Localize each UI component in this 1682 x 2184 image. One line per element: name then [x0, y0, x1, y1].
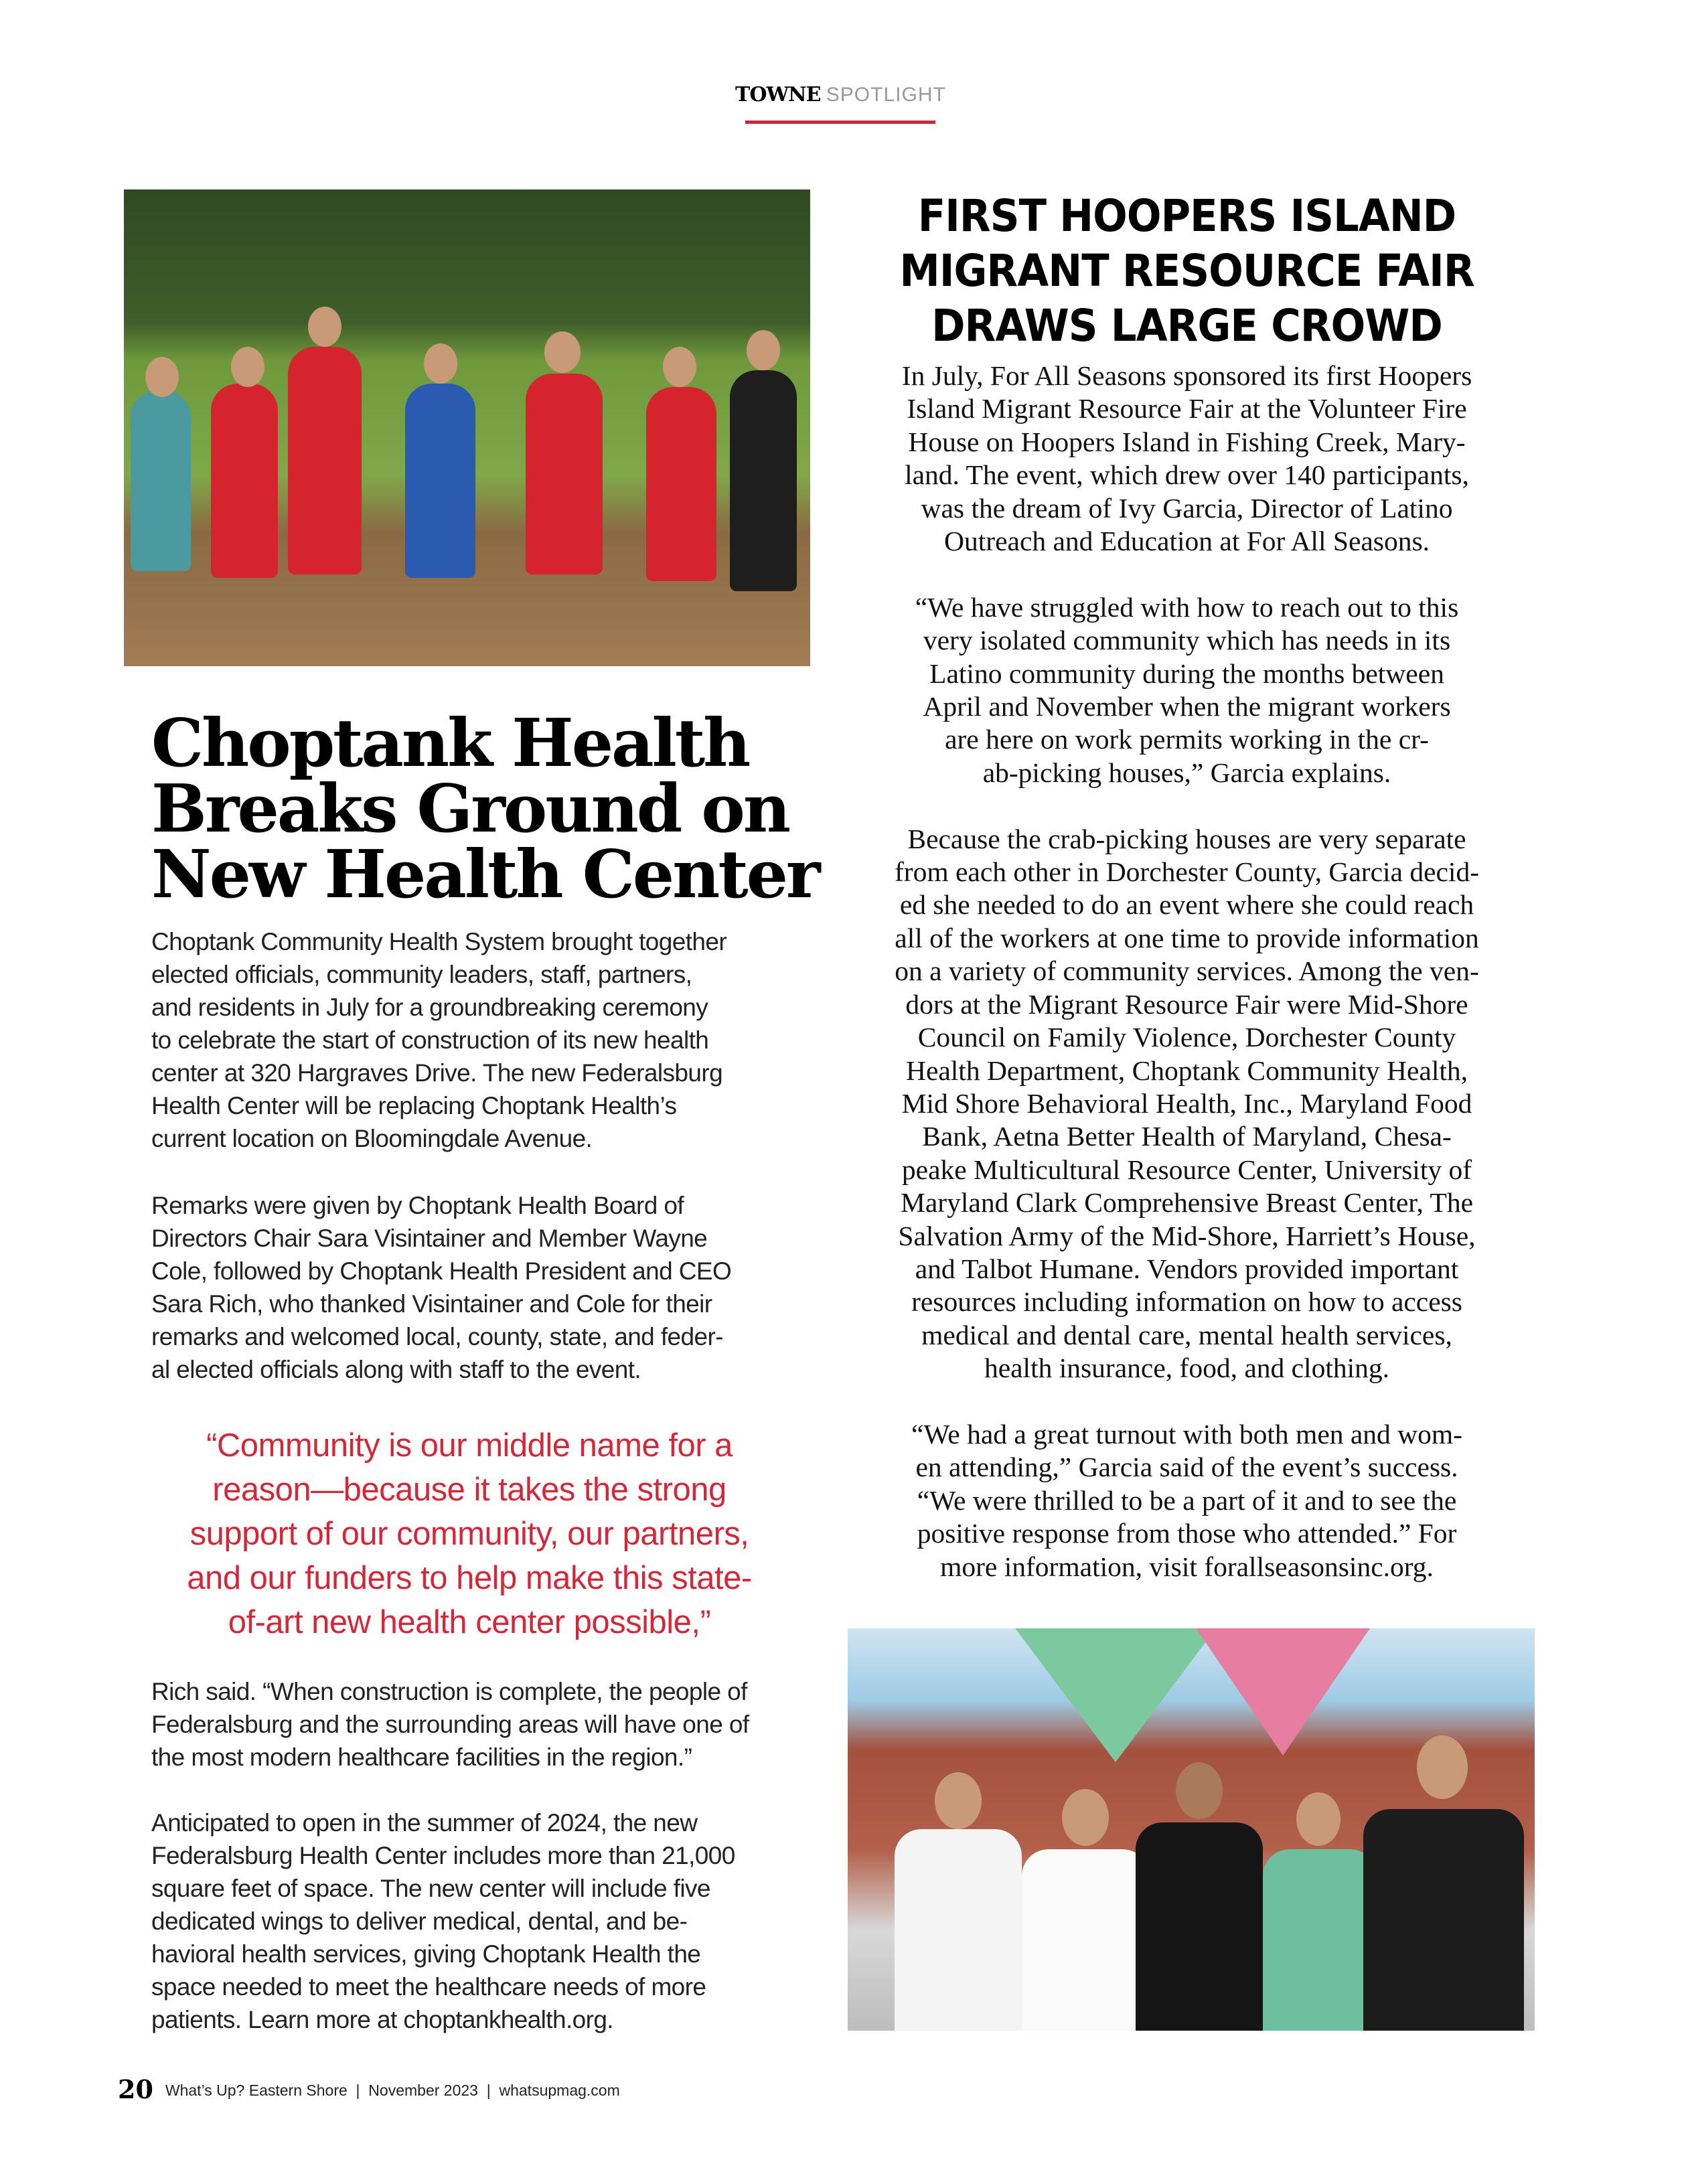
text-line: Federalsburg Health Center includes more than 21,000: [151, 1842, 735, 1869]
text-line: Cole, followed by Choptank Health President and CEO: [151, 1257, 732, 1285]
text-line: Latino community during the months between: [929, 657, 1444, 689]
title-line: MIGRANT RESOURCE FAIR: [899, 245, 1474, 297]
section-name-light: SPOTLIGHT: [826, 84, 946, 106]
section-name-bold: TOWNE: [735, 83, 821, 106]
text-line: resources including information on how to access: [911, 1286, 1462, 1318]
title-line: DRAWS LARGE CROWD: [931, 300, 1442, 352]
text-line: remarks and welcomed local, county, state, and feder-: [151, 1323, 723, 1350]
text-line: are here on work permits working in the cr-: [945, 724, 1429, 755]
text-line: current location on Bloomingdale Avenue.: [151, 1125, 593, 1152]
text-line: Directors Chair Sara Visintainer and Member Wayne: [151, 1225, 708, 1252]
left-paragraph-4: [151, 1806, 735, 2036]
text-line: health insurance, food, and clothing.: [984, 1352, 1390, 1384]
text-line: patients. Learn more at choptankhealth.org.: [151, 2006, 613, 2033]
text-line: medical and dental care, mental health services,: [921, 1319, 1452, 1350]
text-line: ab-picking houses,” Garcia explains.: [982, 757, 1391, 788]
text-line: Federalsburg and the surrounding areas will have one of: [151, 1711, 749, 1738]
text-line: space needed to meet the healthcare needs of more: [151, 1973, 706, 2001]
text-line: and residents in July for a groundbreaking ceremony: [151, 994, 708, 1021]
text-line: and Talbot Humane. Vendors provided important: [915, 1253, 1459, 1284]
text-line: from each other in Dorchester County, Garcia decid-: [894, 856, 1480, 888]
text-line: Island Migrant Resource Fair at the Volunteer Fire: [907, 393, 1467, 424]
left-paragraph-3: [151, 1675, 749, 1774]
text-line: Health Center will be replacing Choptank Health’s: [151, 1092, 677, 1119]
text-line: very isolated community which has needs in its: [923, 625, 1451, 656]
text-line: the most modern healthcare facilities in the region.”: [151, 1743, 692, 1771]
text-line: Sara Rich, who thanked Visintainer and Cole for their: [151, 1290, 712, 1318]
text-line: “We had a great turnout with both men and wom-: [911, 1418, 1462, 1450]
pull-quote: [151, 1423, 787, 1644]
right-article-title: [890, 189, 1484, 354]
text-line: Remarks were given by Choptank Health Board of: [151, 1192, 684, 1219]
left-paragraph-1: [151, 925, 727, 1155]
text-line: havioral health services, giving Choptank Health the: [151, 1940, 701, 1968]
text-line: “We were thrilled to be a part of it and to see the: [917, 1484, 1457, 1516]
text-line: en attending,” Garcia said of the event’s success.: [915, 1452, 1458, 1483]
text-line: reason—because it takes the strong: [212, 1472, 727, 1508]
text-line: to celebrate the start of construction of its new health: [151, 1026, 709, 1054]
footer-text: What’s Up? Eastern Shore | November 2023 | whatsupmag.com: [165, 2082, 620, 2099]
text-line: Choptank Community Health System brought together: [151, 928, 727, 955]
text-line: peake Multicultural Resource Center, University of: [901, 1154, 1472, 1185]
section-header: [735, 83, 946, 106]
right-paragraph: [864, 591, 1510, 789]
title-line: New Health Center: [151, 836, 819, 913]
paragraph-gap: [864, 789, 1510, 822]
text-line: Mid Shore Behavioral Health, Inc., Maryland Food: [901, 1087, 1472, 1119]
text-line: all of the workers at one time to provide information: [895, 922, 1479, 953]
page-footer: [118, 2074, 620, 2104]
text-line: Maryland Clark Comprehensive Breast Center, The: [900, 1187, 1473, 1219]
text-line: elected officials, community leaders, staff, partners,: [151, 961, 692, 988]
text-line: on a variety of community services. Among the ven-: [895, 955, 1479, 987]
text-line: “Community is our middle name for a: [206, 1427, 733, 1464]
text-line: Health Department, Choptank Community Health,: [905, 1055, 1468, 1086]
right-paragraph: [864, 360, 1510, 558]
text-line: dedicated wings to deliver medical, dental, and be-: [151, 1907, 688, 1935]
text-line: al elected officials along with staff to the event.: [151, 1356, 641, 1383]
title-line: Breaks Ground on: [151, 771, 789, 848]
title-line: FIRST HOOPERS ISLAND: [917, 190, 1456, 242]
page-number: 20: [118, 2074, 153, 2104]
title-line: Choptank Health: [151, 705, 749, 782]
right-paragraph: [864, 823, 1510, 1385]
right-paragraph: [864, 1418, 1510, 1583]
text-line: Salvation Army of the Mid-Shore, Harriett’s House,: [898, 1220, 1476, 1251]
text-line: center at 320 Hargraves Drive. The new Federalsburg: [151, 1059, 723, 1087]
text-line: House on Hoopers Island in Fishing Creek, Mary-: [908, 426, 1466, 457]
groundbreaking-photo: [124, 189, 810, 666]
text-line: of-art new health center possible,”: [228, 1604, 711, 1640]
text-line: dors at the Migrant Resource Fair were Mid-Shore: [905, 988, 1468, 1020]
text-line: “We have struggled with how to reach out to this: [915, 591, 1459, 623]
text-line: land. The event, which drew over 140 participants,: [905, 459, 1469, 491]
right-article-body: [864, 360, 1510, 1583]
text-line: was the dream of Ivy Garcia, Director of Latino: [921, 492, 1453, 524]
text-line: support of our community, our partners,: [189, 1516, 749, 1552]
left-paragraph-2: [151, 1189, 731, 1386]
header-rule: [745, 121, 935, 124]
text-line: more information, visit forallseasonsinc.org.: [940, 1551, 1434, 1582]
left-article-title: [151, 705, 819, 913]
text-line: positive response from those who attended.” For: [917, 1518, 1457, 1549]
text-line: Anticipated to open in the summer of 2024, the new: [151, 1809, 698, 1837]
paragraph-gap: [864, 558, 1510, 591]
text-line: and our funders to help make this state-: [187, 1560, 752, 1596]
text-line: Bank, Aetna Better Health of Maryland, Chesa-: [922, 1121, 1452, 1152]
text-line: ed she needed to do an event where she could reach: [899, 889, 1474, 921]
text-line: Council on Family Violence, Dorchester County: [917, 1022, 1456, 1053]
paragraph-gap: [864, 1385, 1510, 1418]
text-line: April and November when the migrant workers: [923, 691, 1451, 722]
text-line: square feet of space. The new center will include five: [151, 1875, 710, 1902]
text-line: Rich said. “When construction is complete, the people of: [151, 1678, 747, 1705]
text-line: Outreach and Education at For All Seasons.: [944, 526, 1430, 557]
resource-fair-photo: [848, 1628, 1535, 2031]
text-line: In July, For All Seasons sponsored its first Hoopers: [901, 360, 1472, 391]
text-line: Because the crab-picking houses are very separate: [907, 823, 1466, 854]
